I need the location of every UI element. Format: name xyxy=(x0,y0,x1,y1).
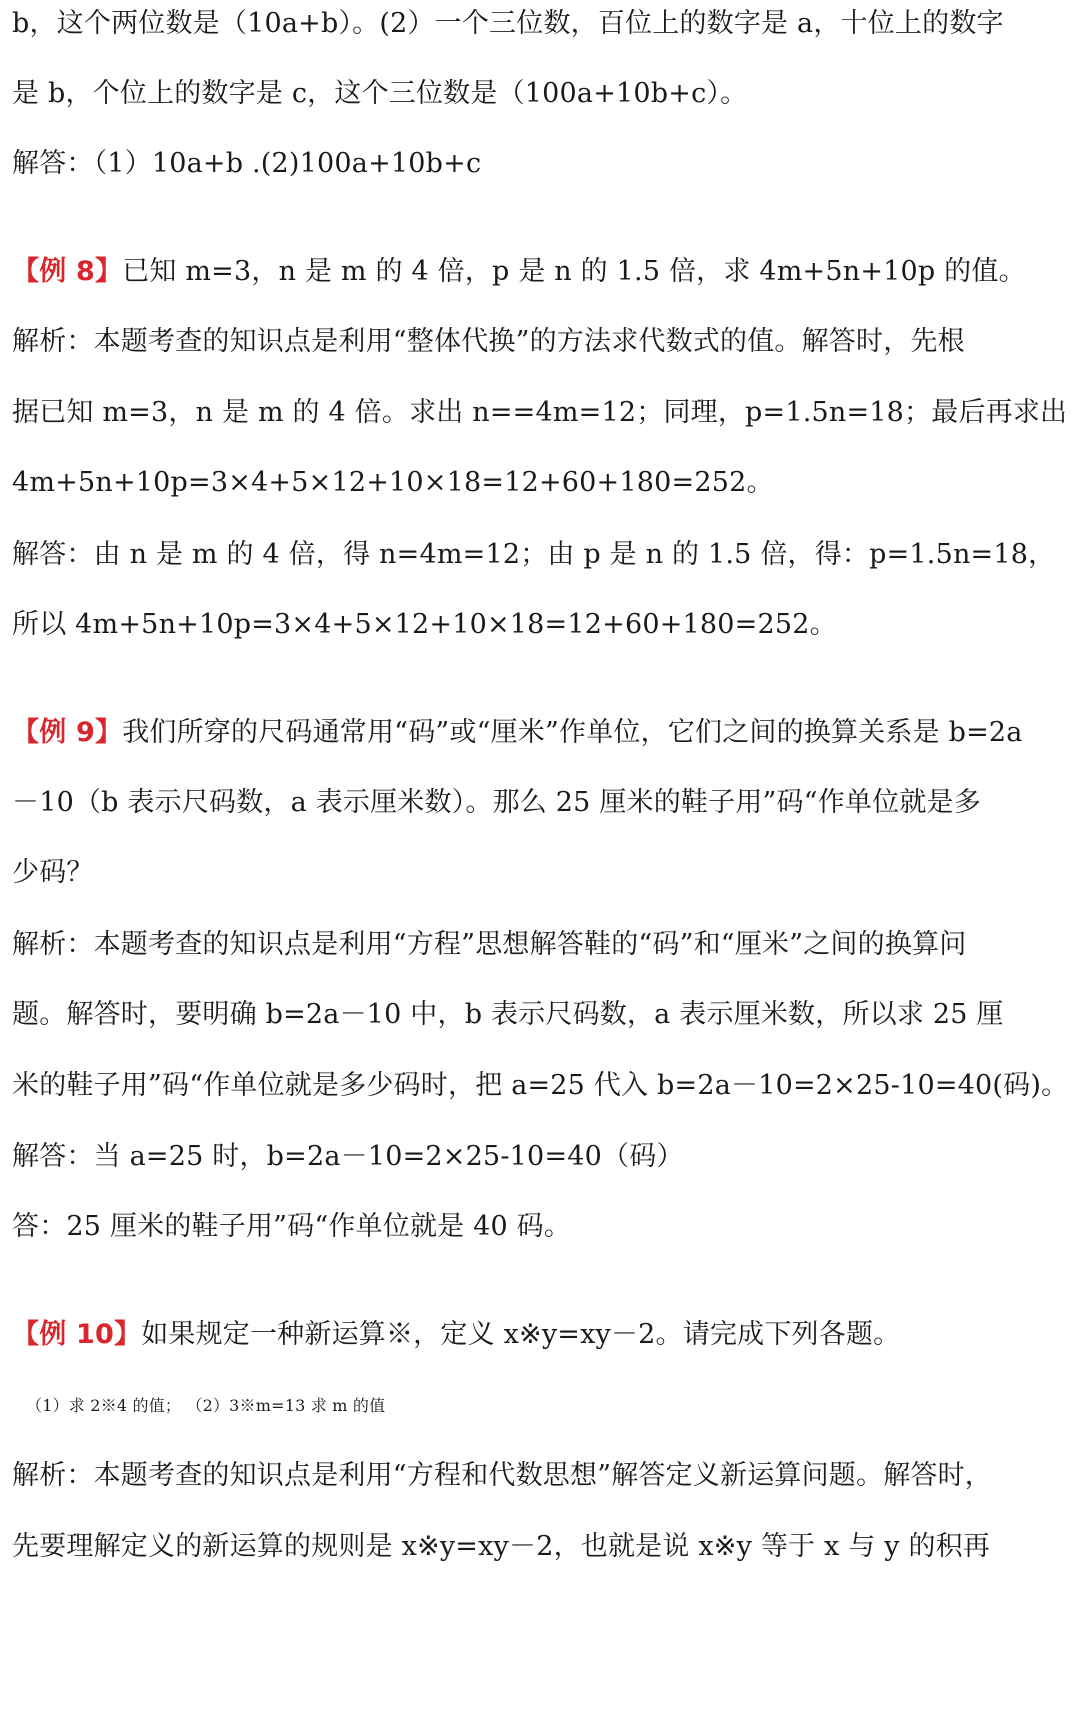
answer-line-ex8-2 xyxy=(12,605,1068,645)
line-text: 少码？ xyxy=(12,857,94,888)
line-text: 解答：（1）10a+b .(2)100a+10b+c xyxy=(12,148,482,179)
analysis-line-ex9-3 xyxy=(12,1066,1068,1106)
answer-line-ex7 xyxy=(12,144,1068,184)
example-10-title xyxy=(12,1315,1068,1355)
analysis-line-ex9-2 xyxy=(12,995,1068,1035)
example-tag: 【例 9】 xyxy=(12,717,123,748)
answer-line-ex9-1 xyxy=(12,1137,1068,1177)
example-8-title xyxy=(12,252,1068,292)
analysis-line-ex8-2 xyxy=(12,393,1068,433)
line-text: 据已知 m=3，n 是 m 的 4 倍。求出 n==4m=12；同理，p=1.5n=18；最后再求出 xyxy=(12,397,1068,428)
text-line-1 xyxy=(12,4,1068,44)
analysis-line-ex8-1 xyxy=(12,322,1068,362)
analysis-line-ex9-1 xyxy=(12,925,1068,965)
answer-line-ex8-1 xyxy=(12,535,1068,575)
line-text: 我们所穿的尺码通常用“码”或“厘米”作单位，它们之间的换算关系是 b=2a xyxy=(122,717,1023,748)
line-text: 解析：本题考查的知识点是利用“方程和代数思想”解答定义新运算问题。解答时， xyxy=(12,1460,993,1491)
example-9-line-3 xyxy=(12,853,1068,893)
example-tag: 【例 8】 xyxy=(12,256,123,287)
line-text: b，这个两位数是（10a+b）。(2）一个三位数，百位上的数字是 a，十位上的数字 xyxy=(12,8,1004,39)
line-text: 解析：本题考查的知识点是利用“整体代换”的方法求代数式的值。解答时，先根 xyxy=(12,326,965,357)
line-text: 解答：当 a=25 时，b=2a－10=2×25-10=40（码） xyxy=(12,1141,684,1172)
line-text: 答：25 厘米的鞋子用”码“作单位就是 40 码。 xyxy=(12,1211,572,1242)
analysis-line-ex10-2 xyxy=(12,1527,1068,1567)
line-text: 米的鞋子用”码“作单位就是多少码时，把 a=25 代入 b=2a－10=2×25-10=40(码)。 xyxy=(12,1070,1069,1101)
line-text: 解析：本题考查的知识点是利用“方程”思想解答鞋的“码”和“厘米”之间的换算问 xyxy=(12,929,967,960)
line-text: 4m+5n+10p=3×4+5×12+10×18=12+60+180=252。 xyxy=(12,467,774,498)
line-text: （1）求 2※4 的值； （2）3※m=13 求 m 的值 xyxy=(26,1396,386,1415)
analysis-line-ex8-3 xyxy=(12,463,1068,503)
example-9-title xyxy=(12,713,1068,753)
line-text: 已知 m=3，n 是 m 的 4 倍，p 是 n 的 1.5 倍，求 4m+5n+10p 的值。 xyxy=(122,256,1026,287)
text-line-2 xyxy=(12,74,1068,114)
line-text: 解答：由 n 是 m 的 4 倍，得 n=4m=12；由 p 是 n 的 1.5 倍，得：p=1.5n=18， xyxy=(12,539,1056,570)
line-text: －10（b 表示尺码数，a 表示厘米数）。那么 25 厘米的鞋子用”码“作单位就是多 xyxy=(12,787,981,818)
example-9-line-2 xyxy=(12,783,1068,823)
answer-line-ex9-2 xyxy=(12,1207,1068,1247)
example-10-questions xyxy=(26,1386,1080,1426)
analysis-line-ex10-1 xyxy=(12,1456,1068,1496)
line-text: 所以 4m+5n+10p=3×4+5×12+10×18=12+60+180=252。 xyxy=(12,609,837,640)
line-text: 是 b，个位上的数字是 c，这个三位数是（100a+10b+c）。 xyxy=(12,78,748,109)
line-text: 先要理解定义的新运算的规则是 x※y=xy－2，也就是说 x※y 等于 x 与 y 的积再 xyxy=(12,1531,991,1562)
line-text: 如果规定一种新运算※，定义 x※y=xy－2。请完成下列各题。 xyxy=(141,1319,901,1350)
example-tag: 【例 10】 xyxy=(12,1319,142,1350)
line-text: 题。解答时，要明确 b=2a－10 中，b 表示尺码数，a 表示厘米数，所以求 25 厘 xyxy=(12,999,1004,1030)
